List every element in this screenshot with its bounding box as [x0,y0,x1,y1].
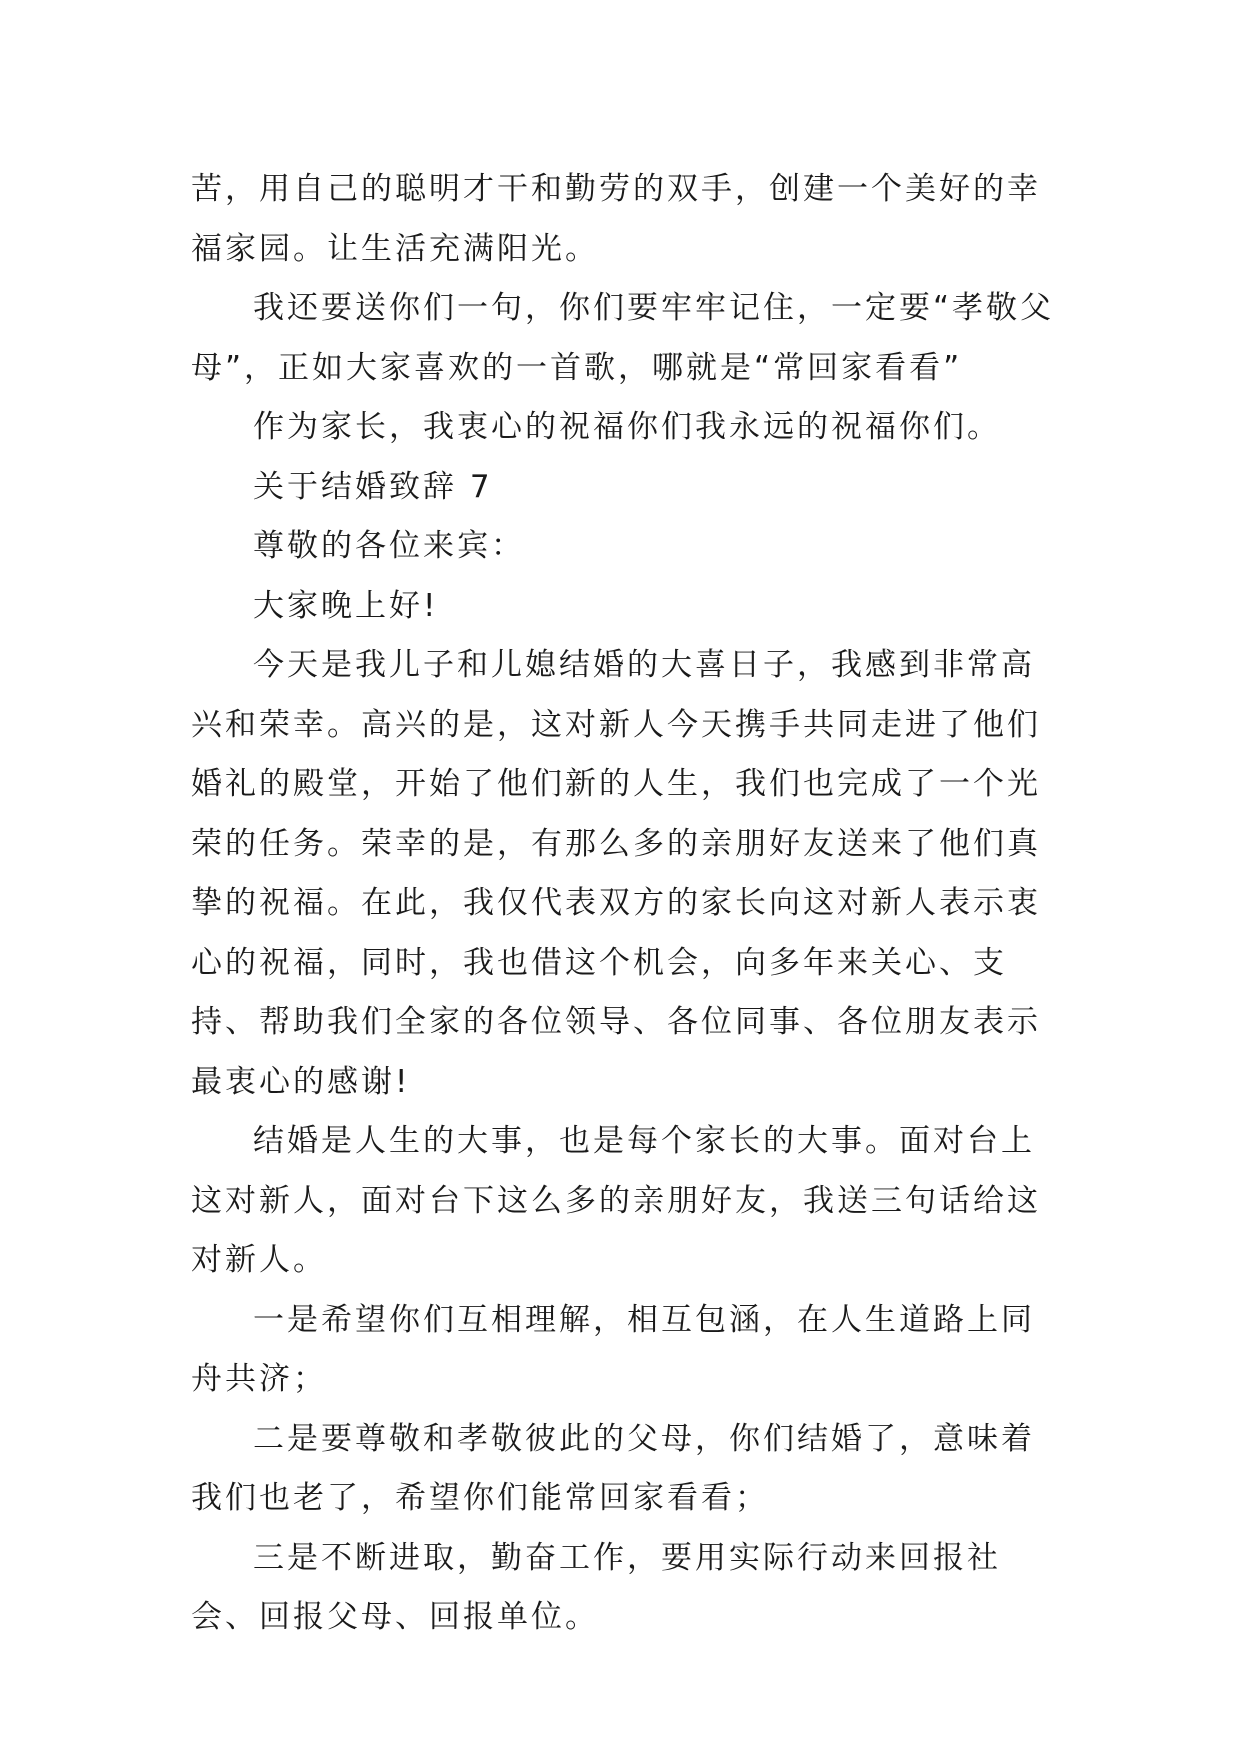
paragraph-filial-piety: 我还要送你们一句，你们要牢牢记住，一定要“孝敬父母”，正如大家喜欢的一首歌，哪就是“常回家看看” [191,290,1055,386]
greeting: 大家晚上好! [253,587,439,624]
paragraph-wish-three: 三是不断进取，勤奋工作，要用实际行动来回报社会、回报父母、回报单位。 [191,1539,1001,1635]
document-body [191,160,1061,1648]
paragraph-parent-blessing: 作为家长，我衷心的祝福你们我永远的祝福你们。 [253,409,1001,445]
paragraph-opening: 今天是我儿子和儿媳结婚的大喜日子，我感到非常高兴和荣幸。高兴的是，这对新人今天携手共同走进了他们婚礼的殿堂，开始了他们新的人生，我们也完成了一个光荣的任务。荣幸的是，有那么多的亲朋好友送来了他们真挚的祝福。在此，我仅代表双方的家长向这对新人表示衷心的祝福，同时，我也借这个机会，向多年来关心、支持、帮助我们全家的各位领导、各位同事、各位朋友表示最衷心的感谢! [191,647,1041,1100]
salutation: 尊敬的各位来宾： [253,528,525,564]
paragraph-continuation: 苦，用自己的聪明才干和勤劳的双手，创建一个美好的幸福家园。让生活充满阳光。 [191,171,1041,267]
paragraph-three-words: 结婚是人生的大事，也是每个家长的大事。面对台上这对新人，面对台下这么多的亲朋好友，我送三句话给这对新人。 [191,1123,1041,1278]
section-heading: 关于结婚致辞 7 [253,468,493,505]
paragraph-wish-two: 二是要尊敬和孝敬彼此的父母，你们结婚了，意味着我们也老了，希望你们能常回家看看； [191,1420,1035,1516]
paragraph-wish-one: 一是希望你们互相理解，相互包涵，在人生道路上同舟共济； [191,1301,1035,1397]
